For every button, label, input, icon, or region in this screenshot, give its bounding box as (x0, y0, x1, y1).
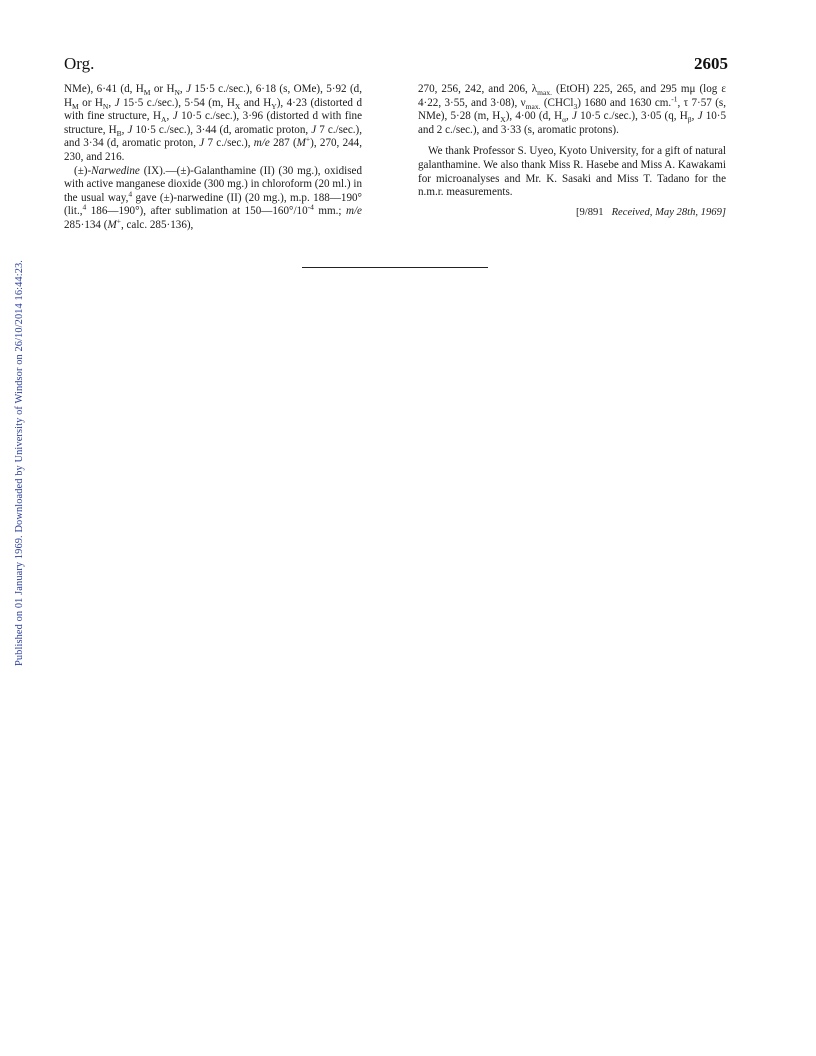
left-column (64, 83, 362, 233)
download-watermark-text: Published on 01 January 1969. Downloaded by University of Windsor on 26/10/2014 16:44:23. (14, 260, 25, 666)
narwedine-paragraph: (±)-Narwedine (IX).—(±)-Galanthamine (II) (30 mg.), oxidised with active manganese dioxide (300 mg.) in chloroform (20 ml.) in the usual way,$^4$ gave (±)-narwedine (II) (20 mg.), m.p. 188—190° (lit.,$^4$ 186—190°), after sublimation at $150—160^\circ/10^{-4}$ mm.; m/e 285·134 (M+, calc. 285·136), (64, 164, 362, 231)
download-watermark (0, 0, 26, 1056)
end-of-article-rule (302, 267, 488, 268)
spectral-data-paragraph: 270, 256, 242, and 206, $\lambda_{max.}$ (EtOH) 225, 265, and 295 mμ (log ε 4·22, 3·55, and 3·08), $\nu_{max.}$ (CHCl$_3$) 1680 and 1630 cm.$^{-1}$, τ 7·57 (s, NMe), 5·28 (m, $H_X$), 4·00 (d, $H_\alpha$, J 10·5 c./sec.), 3·05 (q, $H_\beta$, J 10·5 and 2 c./sec.), and 3·33 (s, aromatic protons). (418, 83, 727, 136)
page-number: 2605 (694, 54, 728, 73)
acknowledgements-paragraph: We thank Professor S. Uyeo, Kyoto University, for a gift of natural galanthamine. We also thank Miss R. Hasebe and Miss A. Kawakami for microanalyses and Mr. K. Sasaki and Miss T. Tadano for the n.m.r. measurements. (418, 145, 726, 199)
received-date: [9/891 Received, May 28th, 1969] (575, 206, 726, 218)
nmr-data-paragraph: NMe), 6·41 (d, $H_M$ or $H_N$, J 15·5 c./sec.), 6·18 (s, OMe), 5·92 (d, $H_M$ or $H_N$, J 15·5 c./sec.), 5·54 (m, $H_X$ and $H_Y$), 4·23 (distorted d with fine structure, $H_A$, J 10·5 c./sec.), 3·96 (distorted d with fine structure, $H_B$, J 10·5 c./sec.), 3·44 (d, aromatic proton, J 7 c./sec.), and 3·34 (d, aromatic proton, J 7 c./sec.), m/e 287 (M+), 270, 244, 230, and 216. (64, 83, 363, 163)
right-column (418, 83, 726, 219)
journal-section-header: Org. (64, 54, 95, 73)
